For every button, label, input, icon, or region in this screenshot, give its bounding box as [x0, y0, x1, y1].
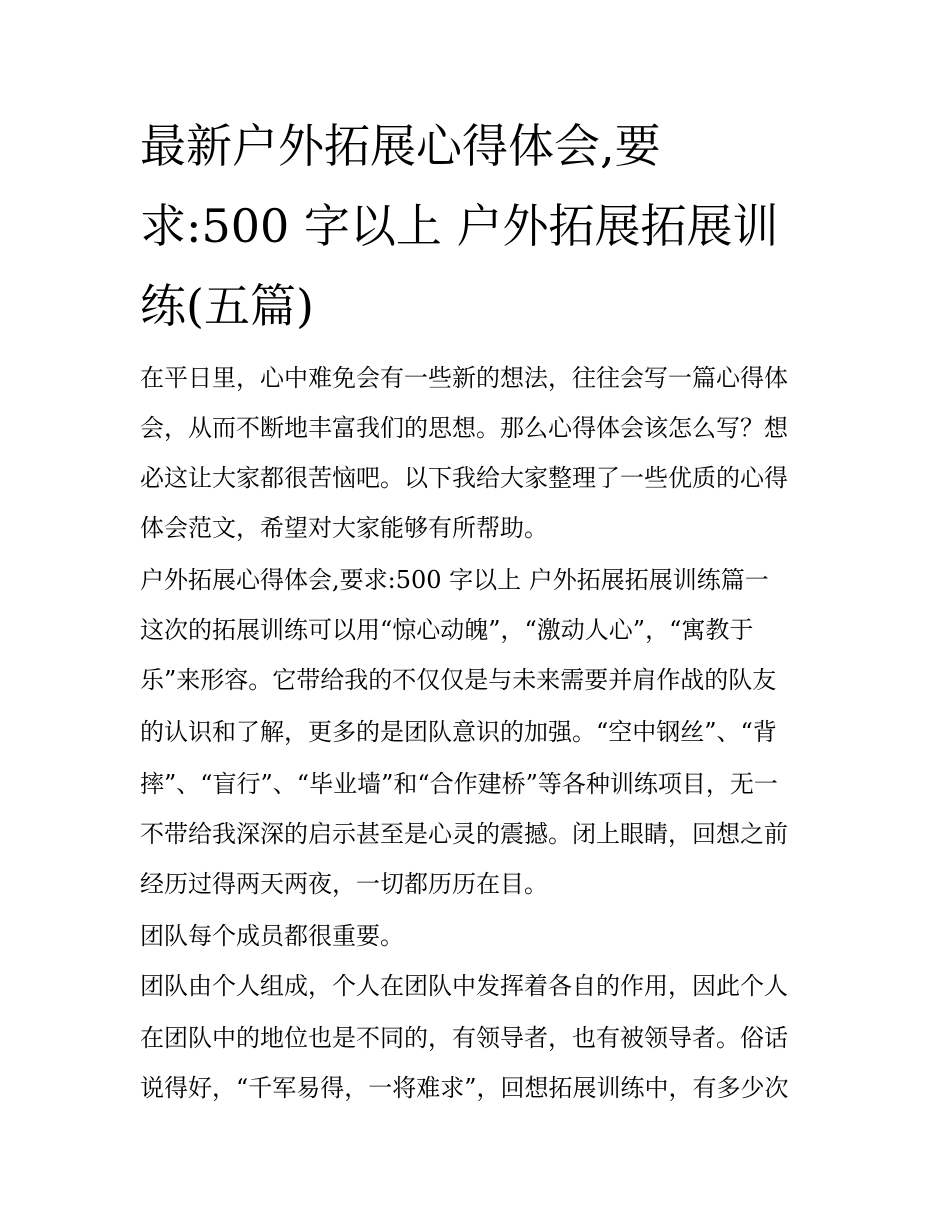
paragraph-line: 不带给我深深的启示甚至是心灵的震撼。闭上眼睛，回想之前 — [140, 820, 788, 848]
document-title-line-2: 求:500 字以上 户外拓展拓展训 — [140, 199, 779, 253]
paragraph-line: 团队由个人组成，个人在团队中发挥着各自的作用，因此个人 — [140, 972, 788, 1000]
paragraph-line: 会，从而不断地丰富我们的思想。那么心得体会该怎么写？想 — [140, 414, 788, 442]
paragraph-line: 乐”来形容。它带给我的不仅仅是与未来需要并肩作战的队友 — [140, 666, 777, 694]
paragraph-line: 说得好，“千军易得，一将难求”，回想拓展训练中，有多少次 — [140, 1074, 789, 1102]
paragraph-line: 这次的拓展训练可以用“惊心动魄”，“激动人心”，“寓教于 — [140, 616, 754, 644]
section-heading-line: 户外拓展心得体会,要求:500 字以上 户外拓展拓展训练篇一 — [140, 566, 769, 594]
document-title-line-3: 练(五篇) — [140, 279, 314, 333]
paragraph-line: 的认识和了解，更多的是团队意识的加强。“空中钢丝”、“背 — [140, 718, 777, 746]
paragraph-line: 经历过得两天两夜，一切都历历在目。 — [140, 870, 548, 898]
paragraph-line: 摔”、“盲行”、“毕业墙”和“合作建桥”等各种训练项目，无一 — [140, 770, 778, 798]
paragraph-line: 在团队中的地位也是不同的，有领导者，也有被领导者。俗话 — [140, 1024, 788, 1052]
paragraph-line: 必这让大家都很苦恼吧。以下我给大家整理了一些优质的心得 — [140, 464, 788, 492]
paragraph-line: 体会范文，希望对大家能够有所帮助。 — [140, 514, 548, 542]
paragraph-line: 团队每个成员都很重要。 — [140, 922, 404, 950]
paragraph-line: 在平日里，心中难免会有一些新的想法，往往会写一篇心得体 — [140, 364, 788, 392]
document-title-line-1: 最新户外拓展心得体会,要 — [140, 119, 661, 173]
